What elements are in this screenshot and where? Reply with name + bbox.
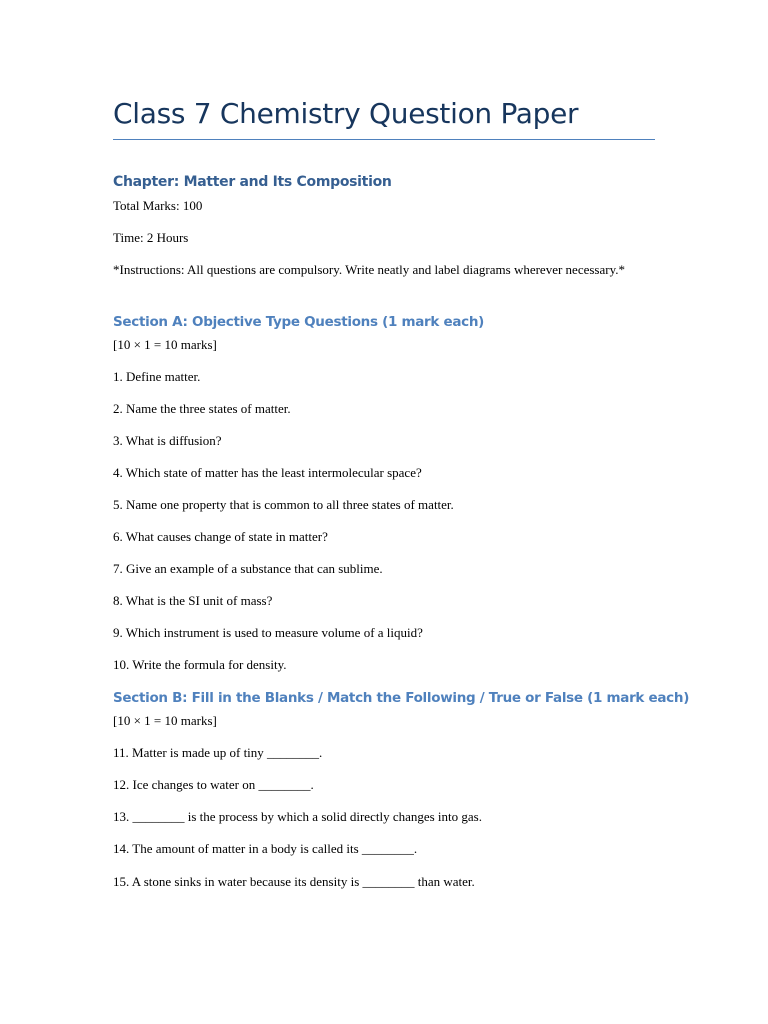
question-3: 3. What is diffusion?: [113, 433, 222, 448]
question-15: 15. A stone sinks in water because its density is ________ than water.: [113, 874, 475, 889]
question-11: 11. Matter is made up of tiny ________.: [113, 745, 323, 760]
document-title: Class 7 Chemistry Question Paper: [113, 97, 579, 130]
section-b-heading: Section B: Fill in the Blanks / Match the Following / True or False (1 mark each): [113, 690, 690, 706]
title-underline: [113, 139, 655, 140]
question-1: 1. Define matter.: [113, 369, 201, 384]
total-marks: Total Marks: 100: [113, 198, 203, 213]
question-2: 2. Name the three states of matter.: [113, 401, 291, 416]
question-10: 10. Write the formula for density.: [113, 657, 287, 672]
instructions: *Instructions: All questions are compulsory. Write neatly and label diagrams wherever necessary.*: [113, 262, 625, 277]
question-6: 6. What causes change of state in matter?: [113, 529, 328, 544]
section-a-marks: [10 × 1 = 10 marks]: [113, 337, 217, 352]
question-7: 7. Give an example of a substance that can sublime.: [113, 561, 383, 576]
time-allowed: Time: 2 Hours: [113, 230, 189, 245]
question-9: 9. Which instrument is used to measure volume of a liquid?: [113, 625, 423, 640]
question-8: 8. What is the SI unit of mass?: [113, 593, 273, 608]
chapter-heading: Chapter: Matter and Its Composition: [113, 174, 392, 190]
question-4: 4. Which state of matter has the least intermolecular space?: [113, 465, 422, 480]
section-a-heading: Section A: Objective Type Questions (1 mark each): [113, 314, 485, 330]
question-5: 5. Name one property that is common to all three states of matter.: [113, 497, 454, 512]
question-13: 13. ________ is the process by which a solid directly changes into gas.: [113, 809, 482, 824]
section-b-marks: [10 × 1 = 10 marks]: [113, 713, 217, 728]
question-14: 14. The amount of matter in a body is called its ________.: [113, 841, 418, 856]
question-12: 12. Ice changes to water on ________.: [113, 777, 314, 792]
